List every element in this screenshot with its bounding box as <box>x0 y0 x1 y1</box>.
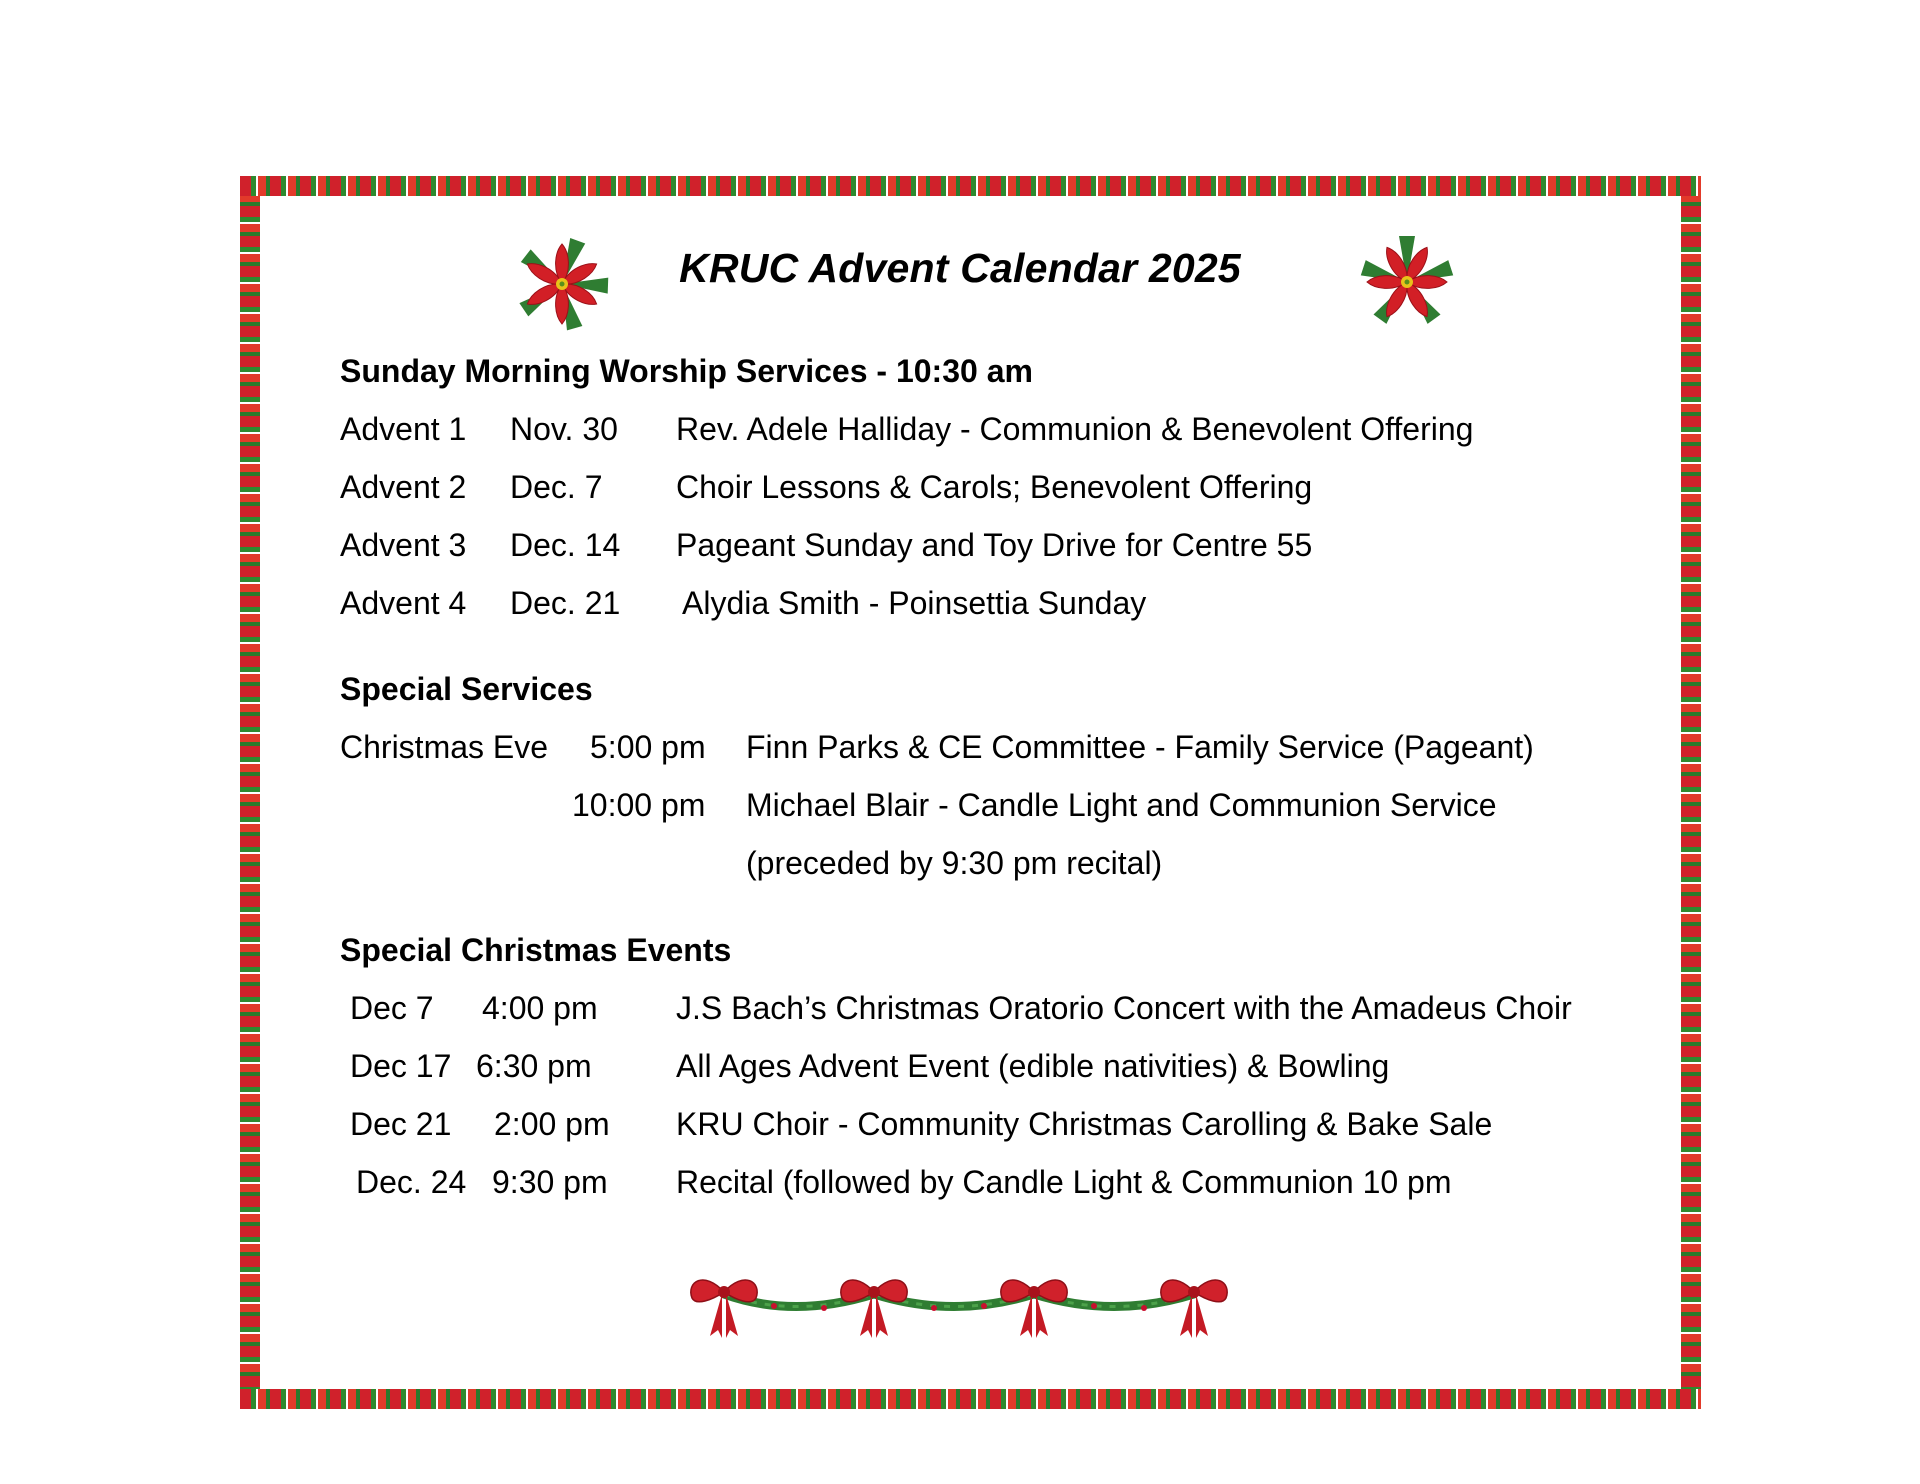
event-date: Dec 7 <box>350 990 434 1026</box>
advent-date: Nov. 30 <box>510 411 618 447</box>
event-description: KRU Choir - Community Christmas Carolling & Bake Sale <box>676 1106 1493 1142</box>
event-description: J.S Bach’s Christmas Oratorio Concert with the Amadeus Choir <box>676 990 1572 1026</box>
advent-description: Pageant Sunday and Toy Drive for Centre 55 <box>676 527 1313 563</box>
advent-date: Dec. 14 <box>510 527 621 563</box>
advent-name: Advent 3 <box>340 527 467 563</box>
service-description: Michael Blair - Candle Light and Communion Service <box>746 787 1497 823</box>
event-description: Recital (followed by Candle Light & Communion 10 pm <box>676 1164 1452 1200</box>
advent-name: Advent 4 <box>340 585 467 621</box>
advent-name: Advent 2 <box>340 469 467 505</box>
event-date: Dec 21 <box>350 1106 452 1142</box>
event-date: Dec. 24 <box>356 1164 467 1200</box>
page-title: KRUC Advent Calendar 2025 <box>679 245 1241 291</box>
sunday-services-heading: Sunday Morning Worship Services - 10:30 am <box>340 353 1033 389</box>
events-heading: Special Christmas Events <box>340 932 732 968</box>
advent-description: Rev. Adele Halliday - Communion & Benevolent Offering <box>676 411 1474 447</box>
service-time: 10:00 pm <box>572 787 706 823</box>
service-time: 5:00 pm <box>590 729 706 765</box>
event-time: 4:00 pm <box>482 990 598 1026</box>
bow-garland-icon <box>684 1264 1249 1344</box>
advent-date: Dec. 21 <box>510 585 621 621</box>
advent-description: Choir Lessons & Carols; Benevolent Offering <box>676 469 1313 505</box>
advent-name: Advent 1 <box>340 411 467 447</box>
event-time: 9:30 pm <box>492 1164 608 1200</box>
event-time: 6:30 pm <box>476 1048 592 1084</box>
event-time: 2:00 pm <box>494 1106 610 1142</box>
service-description: Finn Parks & CE Committee - Family Service (Pageant) <box>746 729 1534 765</box>
event-date: Dec 17 <box>350 1048 452 1084</box>
advent-date: Dec. 7 <box>510 469 603 505</box>
christmas-eve-label: Christmas Eve <box>340 729 549 765</box>
service-note: (preceded by 9:30 pm recital) <box>746 845 1163 881</box>
special-services-heading: Special Services <box>340 671 593 707</box>
advent-description: Alydia Smith - Poinsettia Sunday <box>682 585 1147 621</box>
event-description: All Ages Advent Event (edible nativities) & Bowling <box>676 1048 1390 1084</box>
